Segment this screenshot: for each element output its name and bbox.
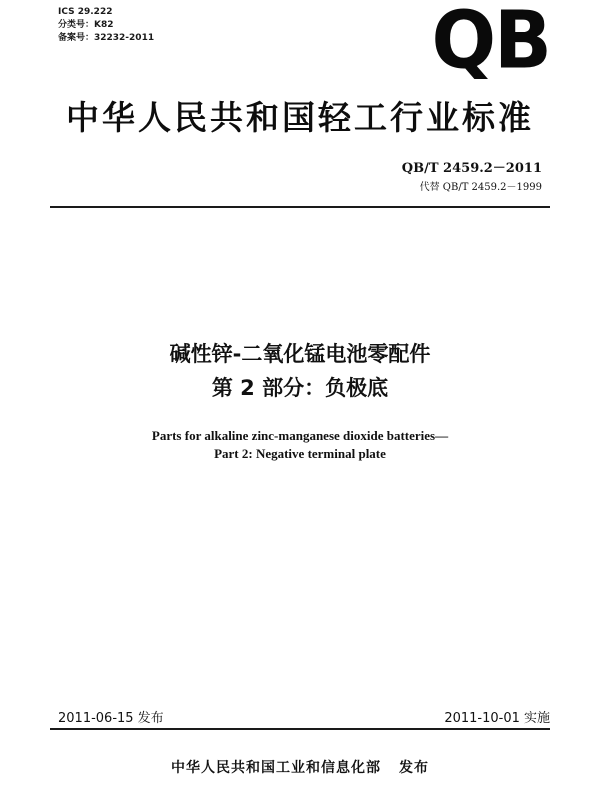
english-title-line-1: Parts for alkaline zinc-manganese dioxide batteries— [151, 428, 449, 443]
qb-logo: QB [431, 0, 550, 87]
chinese-title-line-1: 碱性锌-二氧化锰电池零配件 [169, 342, 431, 366]
ics-code: ICS 29.222 [58, 7, 113, 17]
issue-date: 2011-06-15 发布 [58, 711, 164, 726]
standard-type-title: 中华人民共和国轻工行业标准 [66, 98, 534, 137]
publisher-action: 发布 [399, 760, 429, 776]
implementation-date: 2011-10-01 实施 [444, 711, 550, 726]
english-title-line-2: Part 2: Negative terminal plate [214, 446, 386, 461]
chinese-title-line-2: 第 2 部分：负极底 [211, 376, 389, 400]
standard-code: QB/T 2459.2－2011 [401, 161, 542, 176]
record-number: 备案号：32232-2011 [58, 33, 155, 43]
replaces-standard: 代替 QB/T 2459.2－1999 [419, 182, 542, 193]
top-divider [50, 206, 550, 208]
publisher-line [0, 757, 600, 777]
meta-block [58, 6, 154, 45]
classification-number: 分类号：K82 [58, 20, 114, 30]
publisher-name: 中华人民共和国工业和信息化部 [171, 760, 381, 776]
standard-code-block [402, 157, 542, 193]
bottom-divider [50, 728, 550, 730]
